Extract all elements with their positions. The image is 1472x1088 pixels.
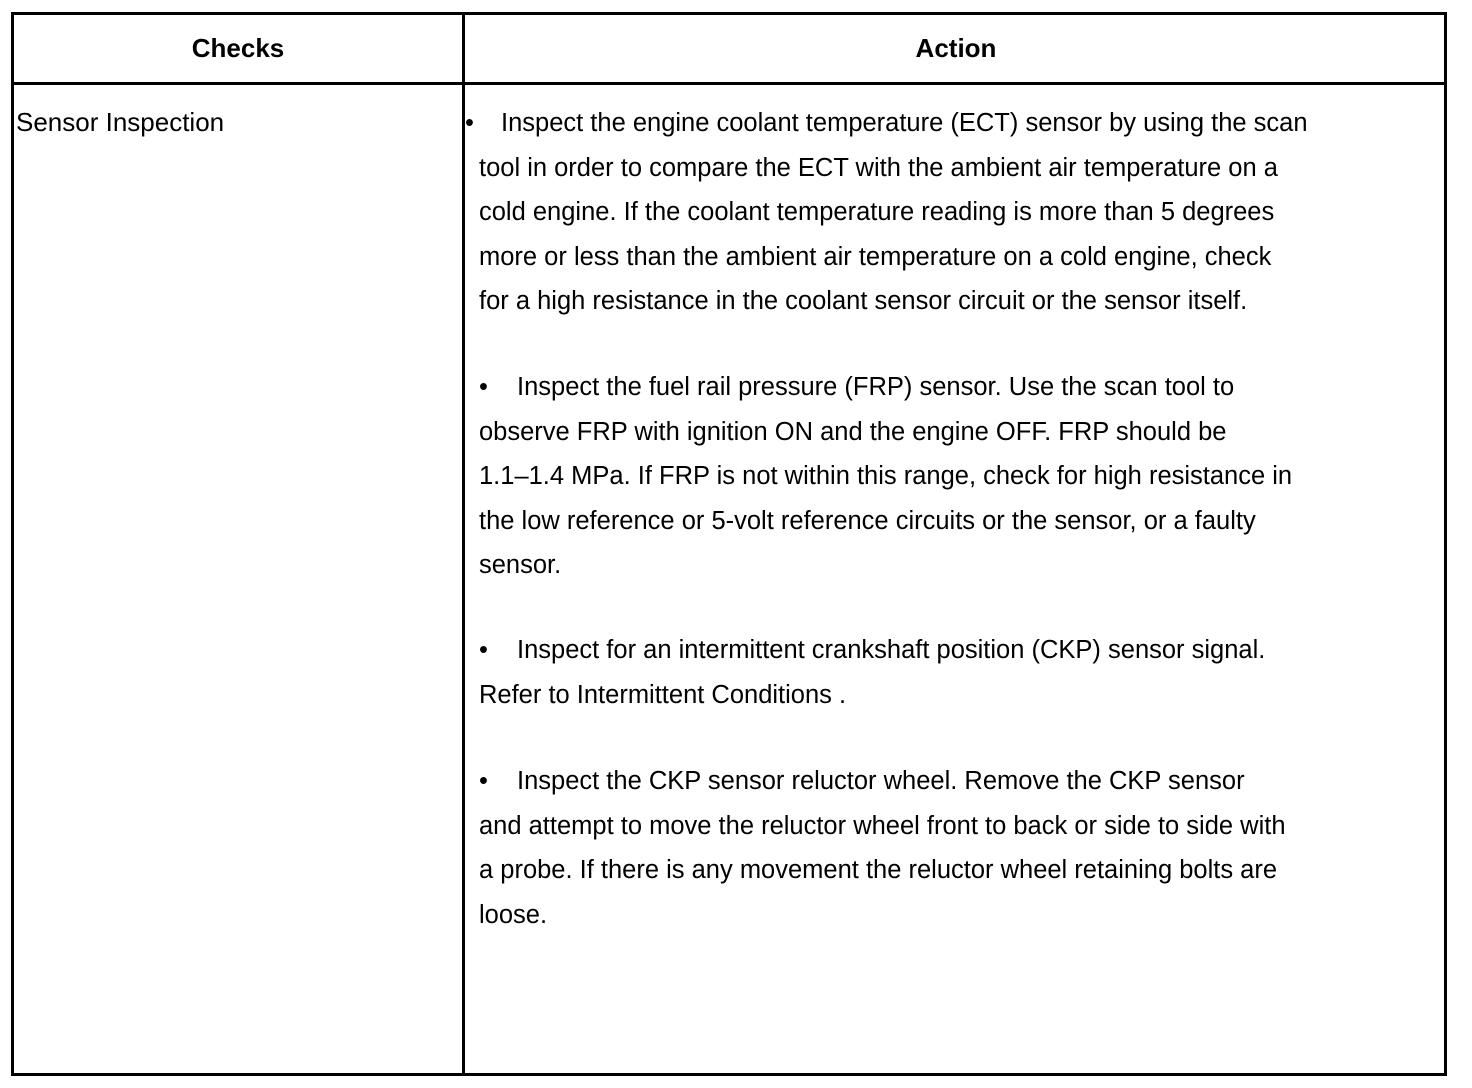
action-line: for a high resistance in the coolant sensor circuit or the sensor itself.	[479, 287, 1248, 315]
action-line: Inspect the CKP sensor reluctor wheel. Remove the CKP sensor	[517, 767, 1245, 795]
check-cell-sensor-inspection	[16, 105, 224, 139]
header-checks-label: Checks	[191, 33, 285, 63]
action-item-ect	[465, 101, 1379, 324]
action-line: a probe. If there is any movement the reluctor wheel retaining bolts are	[479, 856, 1278, 884]
action-line: the low reference or 5-volt reference circuits or the sensor, or a faulty	[479, 506, 1256, 535]
header-checks	[14, 15, 462, 82]
bullet-icon: •	[465, 109, 474, 137]
bullet-icon: •	[479, 636, 488, 664]
action-item-ckp-reluctor	[479, 759, 1379, 937]
action-line: cold engine. If the coolant temperature reading is more than 5 degrees	[479, 198, 1275, 226]
inspection-table	[11, 12, 1447, 1076]
action-line: observe FRP with ignition ON and the engine OFF. FRP should be	[479, 417, 1227, 446]
action-line: Inspect for an intermittent crankshaft position (CKP) sensor signal.	[517, 636, 1266, 664]
action-line: more or less than the ambient air temperature on a cold engine, check	[479, 242, 1272, 271]
bullet-icon: •	[479, 373, 488, 401]
action-item-ckp-signal	[479, 628, 1379, 717]
action-line: Inspect the engine coolant temperature (ECT) sensor by using the scan	[501, 109, 1308, 137]
check-label: Sensor Inspection	[16, 107, 225, 137]
action-item-frp	[479, 365, 1379, 588]
header-action	[465, 15, 1447, 82]
action-cell	[465, 85, 1447, 1072]
action-line: tool in order to compare the ECT with the ambient air temperature on a	[479, 153, 1278, 182]
header-action-label: Action	[915, 33, 997, 63]
action-line: and attempt to move the reluctor wheel front to back or side to side with	[479, 811, 1286, 840]
bullet-icon: •	[479, 767, 488, 795]
action-line: loose.	[479, 900, 548, 929]
action-line: Inspect the fuel rail pressure (FRP) sensor. Use the scan tool to	[517, 373, 1235, 401]
action-line: 1.1–1.4 MPa. If FRP is not within this range, check for high resistance in	[479, 462, 1293, 490]
action-line: sensor.	[479, 551, 562, 579]
action-line: Refer to Intermittent Conditions .	[479, 680, 847, 709]
